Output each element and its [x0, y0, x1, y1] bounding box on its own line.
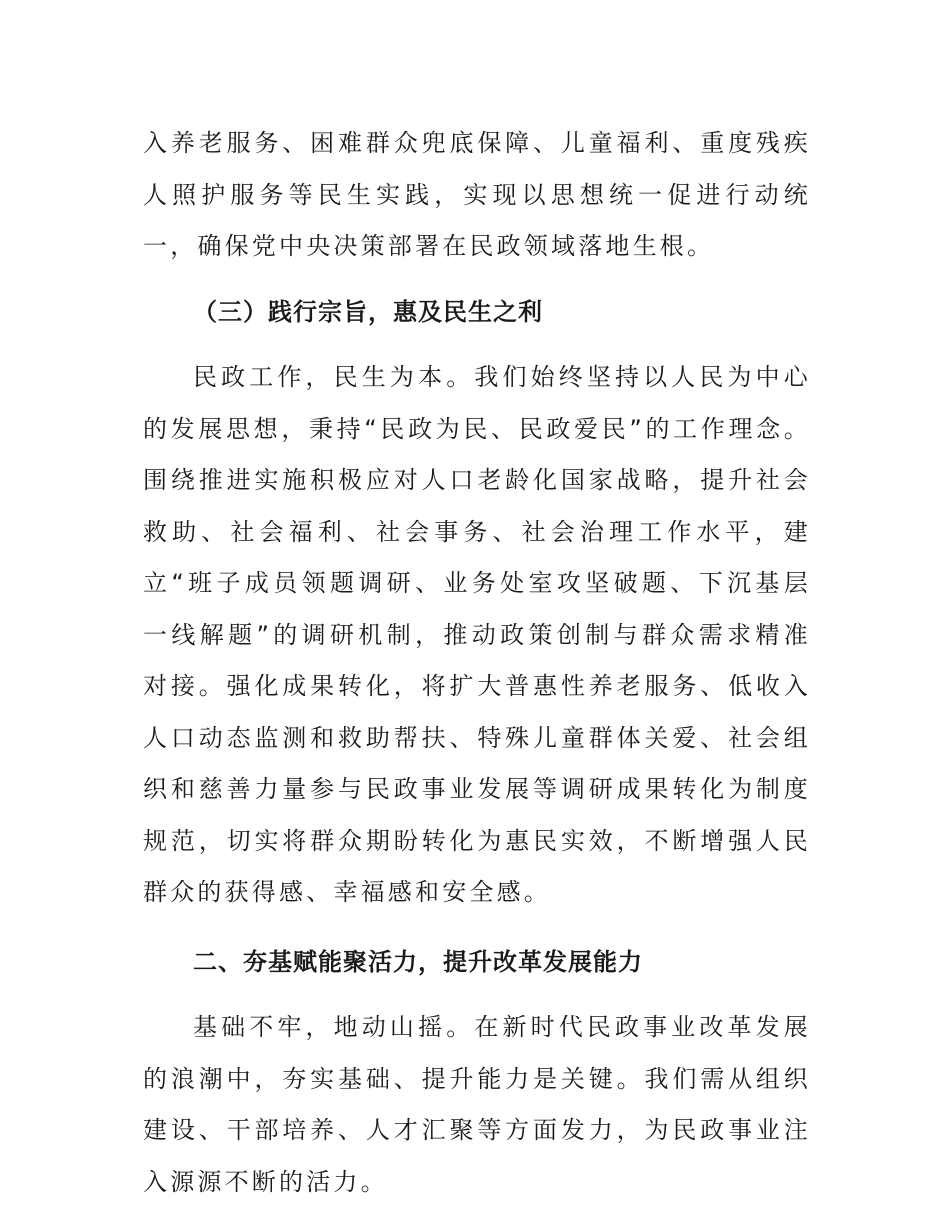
- document-body: [143, 118, 811, 1208]
- paragraph-section-3: 民政工作，民生为本。我们始终坚持以人民为中心的发展思想，秉持“民政为民、民政爱民”的工作理念。围绕推进实施积极应对人口老龄化国家战略，提升社会救助、社会福利、社会事务、社会治理工作水平，建立“班子成员领题调研、业务处室攻坚破题、下沉基层一线解题”的调研机制，推动政策创制与群众需求精准对接。强化成果转化，将扩大普惠性养老服务、低收入人口动态监测和救助帮扶、特殊儿童群体关爱、社会组织和慈善力量参与民政事业发展等调研成果转化为制度规范，切实将群众期盼转化为惠民实效，不断增强人民群众的获得感、幸福感和安全感。: [143, 363, 811, 906]
- part-heading-2: 二、夯基赋能聚活力，提升改革发展能力: [193, 947, 643, 976]
- section-heading-3: （三）践行宗旨，惠及民生之利: [193, 297, 543, 326]
- paragraph-part-2: 基础不牢，地动山摇。在新时代民政事业改革发展的浪潮中，夯实基础、提升能力是关键。我们需从组织建设、干部培养、人才汇聚等方面发力，为民政事业注入源源不断的活力。: [143, 1013, 811, 1196]
- paragraph-continuation: 入养老服务、困难群众兜底保障、儿童福利、重度残疾人照护服务等民生实践，实现以思想统一促进行动统一，确保党中央决策部署在民政领域落地生根。: [143, 129, 811, 260]
